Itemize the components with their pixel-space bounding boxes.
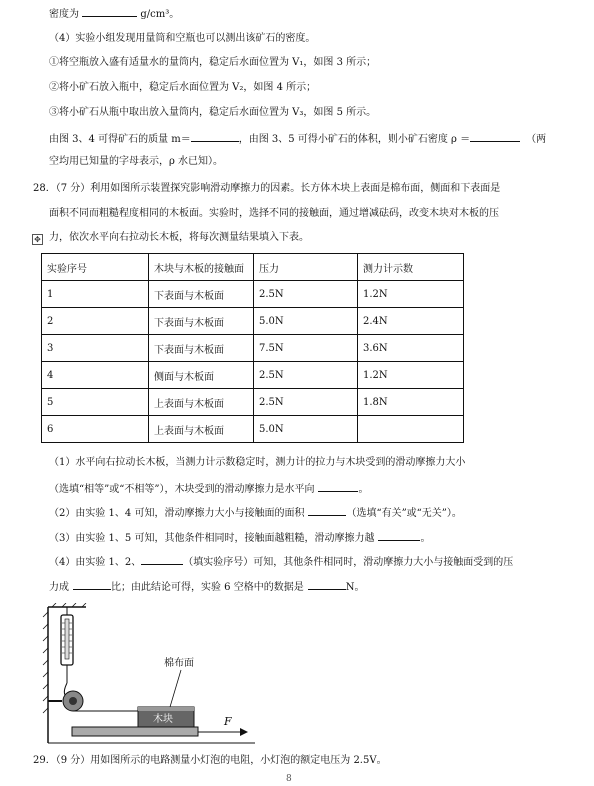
force-label: F bbox=[224, 715, 232, 728]
part2-choice: （选填“有关”或“无关”）。 bbox=[346, 508, 462, 519]
density-line bbox=[49, 6, 179, 22]
part1-label: （选填“相等”或“不相等”），木块受到的滑动摩擦力是水平向 bbox=[49, 484, 315, 495]
header-surface: 木块与木板的接触面 bbox=[149, 254, 254, 281]
spring-scale bbox=[61, 607, 73, 683]
density-formula-label: ，由图 3、5 可得小矿石的体积，则小矿石密度 ρ ＝ bbox=[238, 134, 471, 145]
pulley bbox=[48, 683, 83, 711]
cell-trial: 1 bbox=[42, 281, 149, 308]
part4-proportion-label: 力成 bbox=[49, 582, 69, 593]
cell-pressure: 5.0N bbox=[254, 416, 358, 443]
q28-intro-3: 力，依次水平向右拉动长木板，将每次测量结果填入下表。 bbox=[49, 232, 309, 243]
part4-text: （填实验序号）可知，其他条件相同时，滑动摩擦力大小与接触面受到的压 bbox=[183, 557, 514, 568]
cell-reading: 3.6N bbox=[358, 335, 464, 362]
mass-label: 由图 3、4 可得矿石的质量 m＝ bbox=[49, 134, 191, 145]
proportion-blank[interactable] bbox=[73, 579, 111, 590]
block-label: 木块 bbox=[153, 714, 173, 725]
table-row bbox=[42, 362, 464, 389]
cell-surface: 侧面与木板面 bbox=[149, 362, 254, 389]
long-board bbox=[72, 727, 198, 736]
cell-trial: 6 bbox=[42, 416, 149, 443]
trial6-blank[interactable] bbox=[308, 579, 346, 590]
cell-surface: 下表面与木板面 bbox=[149, 281, 254, 308]
q27-substep-1: ①将空瓶放入盛有适量水的量筒内，稳定后水面位置为 V₁，如图 3 所示； bbox=[49, 57, 377, 68]
rough-blank[interactable] bbox=[378, 530, 420, 541]
results-table bbox=[41, 253, 464, 443]
part3-label: （3）由实验 1、5 可知，其他条件相同时，接触面越粗糙，滑动摩擦力越 bbox=[49, 533, 375, 544]
density-label: 密度为 bbox=[49, 9, 79, 20]
part4-label: （4）由实验 1、2、 bbox=[49, 557, 142, 568]
friction-apparatus-figure bbox=[40, 603, 260, 748]
cell-pressure: 2.5N bbox=[254, 281, 358, 308]
q28-intro-1: 28．（7 分）利用如图所示装置探究影响滑动摩擦力的因素。长方体木块上表面是棉布面，侧面和下表面是 bbox=[33, 183, 501, 194]
q28-part3 bbox=[49, 530, 430, 546]
part4-unit: N。 bbox=[345, 582, 365, 593]
area-blank[interactable] bbox=[308, 505, 346, 516]
page-number: 8 bbox=[286, 774, 292, 784]
cell-pressure: 5.0N bbox=[254, 308, 358, 335]
q28-part2 bbox=[49, 505, 462, 521]
q28-part1-b bbox=[49, 481, 368, 497]
cell-pressure: 2.5N bbox=[254, 389, 358, 416]
q27-step4: （4）实验小组发现用量筒和空瓶也可以测出该矿石的密度。 bbox=[49, 33, 316, 44]
cell-surface: 上表面与木板面 bbox=[149, 416, 254, 443]
cell-trial: 3 bbox=[42, 335, 149, 362]
direction-blank[interactable] bbox=[318, 481, 358, 492]
q29-text: 29．（9 分）用如图所示的电路测量小灯泡的电阻，小灯泡的额定电压为 2.5V。 bbox=[33, 755, 387, 766]
part2-label: （2）由实验 1、4 可知，滑动摩擦力大小与接触面的面积 bbox=[49, 508, 305, 519]
force-arrow-head bbox=[240, 728, 248, 736]
density-unit: g/cm³。 bbox=[140, 9, 180, 20]
cell-reading: 1.2N bbox=[358, 362, 464, 389]
q28-part1-a: （1）水平向右拉动长木板，当测力计示数稳定时，测力计的拉力与木块受到的滑动摩擦力大小 bbox=[49, 457, 466, 468]
rho-blank[interactable] bbox=[470, 131, 520, 142]
header-reading: 测力计示数 bbox=[358, 254, 464, 281]
cell-trial: 4 bbox=[42, 362, 149, 389]
cell-trial: 5 bbox=[42, 389, 149, 416]
cell-reading: 1.2N bbox=[358, 281, 464, 308]
q27-conclusion-cont: 空均用已知量的字母表示，ρ 水已知）。 bbox=[49, 156, 224, 167]
density-blank[interactable] bbox=[82, 6, 137, 17]
cell-reading-empty[interactable] bbox=[358, 416, 464, 443]
cell-reading: 2.4N bbox=[358, 308, 464, 335]
q28-intro-2: 面积不同而粗糙程度相同的木板面。实验时，选择不同的接触面，通过增减砝码，改变木块对木板的压 bbox=[49, 208, 499, 219]
header-trial: 实验序号 bbox=[42, 254, 149, 281]
part4-data-label: 比；由此结论可得，实验 6 空格中的数据是 bbox=[111, 582, 304, 593]
table-row bbox=[42, 335, 464, 362]
table-row bbox=[42, 308, 464, 335]
header-pressure: 压力 bbox=[254, 254, 358, 281]
part1-end: 。 bbox=[358, 484, 369, 495]
cell-trial: 2 bbox=[42, 308, 149, 335]
q27-conclusion bbox=[49, 131, 546, 147]
cell-pressure: 7.5N bbox=[254, 335, 358, 362]
table-row bbox=[42, 281, 464, 308]
q27-substep-3: ③将小矿石从瓶中取出放入量筒内，稳定后水面位置为 V₃，如图 5 所示。 bbox=[49, 107, 377, 118]
table-anchor-icon[interactable]: ✥ bbox=[32, 234, 43, 245]
cell-reading: 1.8N bbox=[358, 389, 464, 416]
cell-pressure: 2.5N bbox=[254, 362, 358, 389]
cloth-surface-label: 棉布面 bbox=[164, 658, 194, 669]
part3-end: 。 bbox=[420, 533, 431, 544]
q28-part4-cont bbox=[49, 579, 364, 595]
table-header-row bbox=[42, 254, 464, 281]
note-open: （两 bbox=[526, 134, 547, 145]
cell-surface: 上表面与木板面 bbox=[149, 389, 254, 416]
cell-surface: 下表面与木板面 bbox=[149, 308, 254, 335]
q27-substep-2: ②将小矿石放入瓶中，稳定后水面位置为 V₂，如图 4 所示； bbox=[49, 82, 317, 93]
cell-surface: 下表面与木板面 bbox=[149, 335, 254, 362]
table-row bbox=[42, 416, 464, 443]
q28-part4 bbox=[49, 554, 513, 570]
trial-blank[interactable] bbox=[141, 554, 183, 565]
table-row bbox=[42, 389, 464, 416]
mass-blank[interactable] bbox=[191, 131, 239, 142]
